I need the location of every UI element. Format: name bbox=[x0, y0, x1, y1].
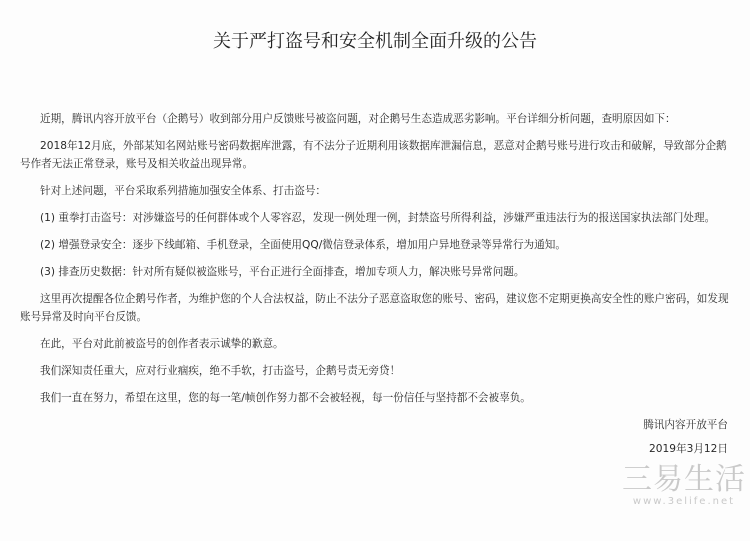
paragraph-apology: 在此，平台对此前被盗号的创作者表示诚挚的歉意。 bbox=[40, 338, 284, 350]
measure-item: (2) 增强登录安全：逐步下线邮箱、手机登录，全面使用QQ/微信登录体系，增加用户异地登录等异常行为通知。 bbox=[40, 239, 566, 251]
paragraph-reminder: 这里再次提醒各位企鹅号作者，为维护您的个人合法权益，防止不法分子恶意盗取您的账号、密码，建议您不定期更换高安全性的账户密码，如发现账号异常及时向平台反馈。 bbox=[20, 293, 729, 323]
date: 2019年3月12日 bbox=[649, 443, 728, 455]
watermark-logo bbox=[0, 464, 746, 508]
paragraph-commitment: 我们深知责任重大，应对行业痼疾，绝不手软，打击盗号，企鹅号责无旁贷！ bbox=[40, 365, 401, 377]
measure-item: (1) 重拳打击盗号：对涉嫌盗号的任何群体或个人零容忍，发现一例处理一例，封禁盗号所得利益，涉嫌严重违法行为的报送国家执法部门处理。 bbox=[40, 212, 716, 224]
watermark-main: 三易生活 bbox=[622, 462, 746, 497]
paragraph-closing: 我们一直在努力，希望在这里，您的每一笔/帧创作努力都不会被轻视，每一份信任与坚持都不会被辜负。 bbox=[40, 392, 531, 404]
paragraph-cause: 2018年12月底，外部某知名网站账号密码数据库泄露，有不法分子近期利用该数据库泄漏信息，恶意对企鹅号账号进行攻击和破解，导致部分企鹅号作者无法正常登录，账号及相关收益出现异常。 bbox=[20, 140, 727, 170]
page-title: 关于严打盗号和安全机制全面升级的公告 bbox=[213, 31, 537, 52]
paragraph-intro: 近期，腾讯内容开放平台（企鹅号）收到部分用户反馈账号被盗问题，对企鹅号生态造成恶劣影响。平台详细分析问题，查明原因如下： bbox=[40, 113, 676, 125]
announcement-body bbox=[20, 110, 730, 458]
measure-item: (3) 排查历史数据：针对所有疑似被盗账号，平台正进行全面排查，增加专项人力，解决账号异常问题。 bbox=[40, 266, 525, 278]
signature: 腾讯内容开放平台 bbox=[643, 419, 728, 431]
watermark-sub: www.3elife.net bbox=[632, 496, 736, 507]
paragraph-measures-intro: 针对上述问题，平台采取系列措施加强安全体系、打击盗号： bbox=[40, 185, 327, 197]
